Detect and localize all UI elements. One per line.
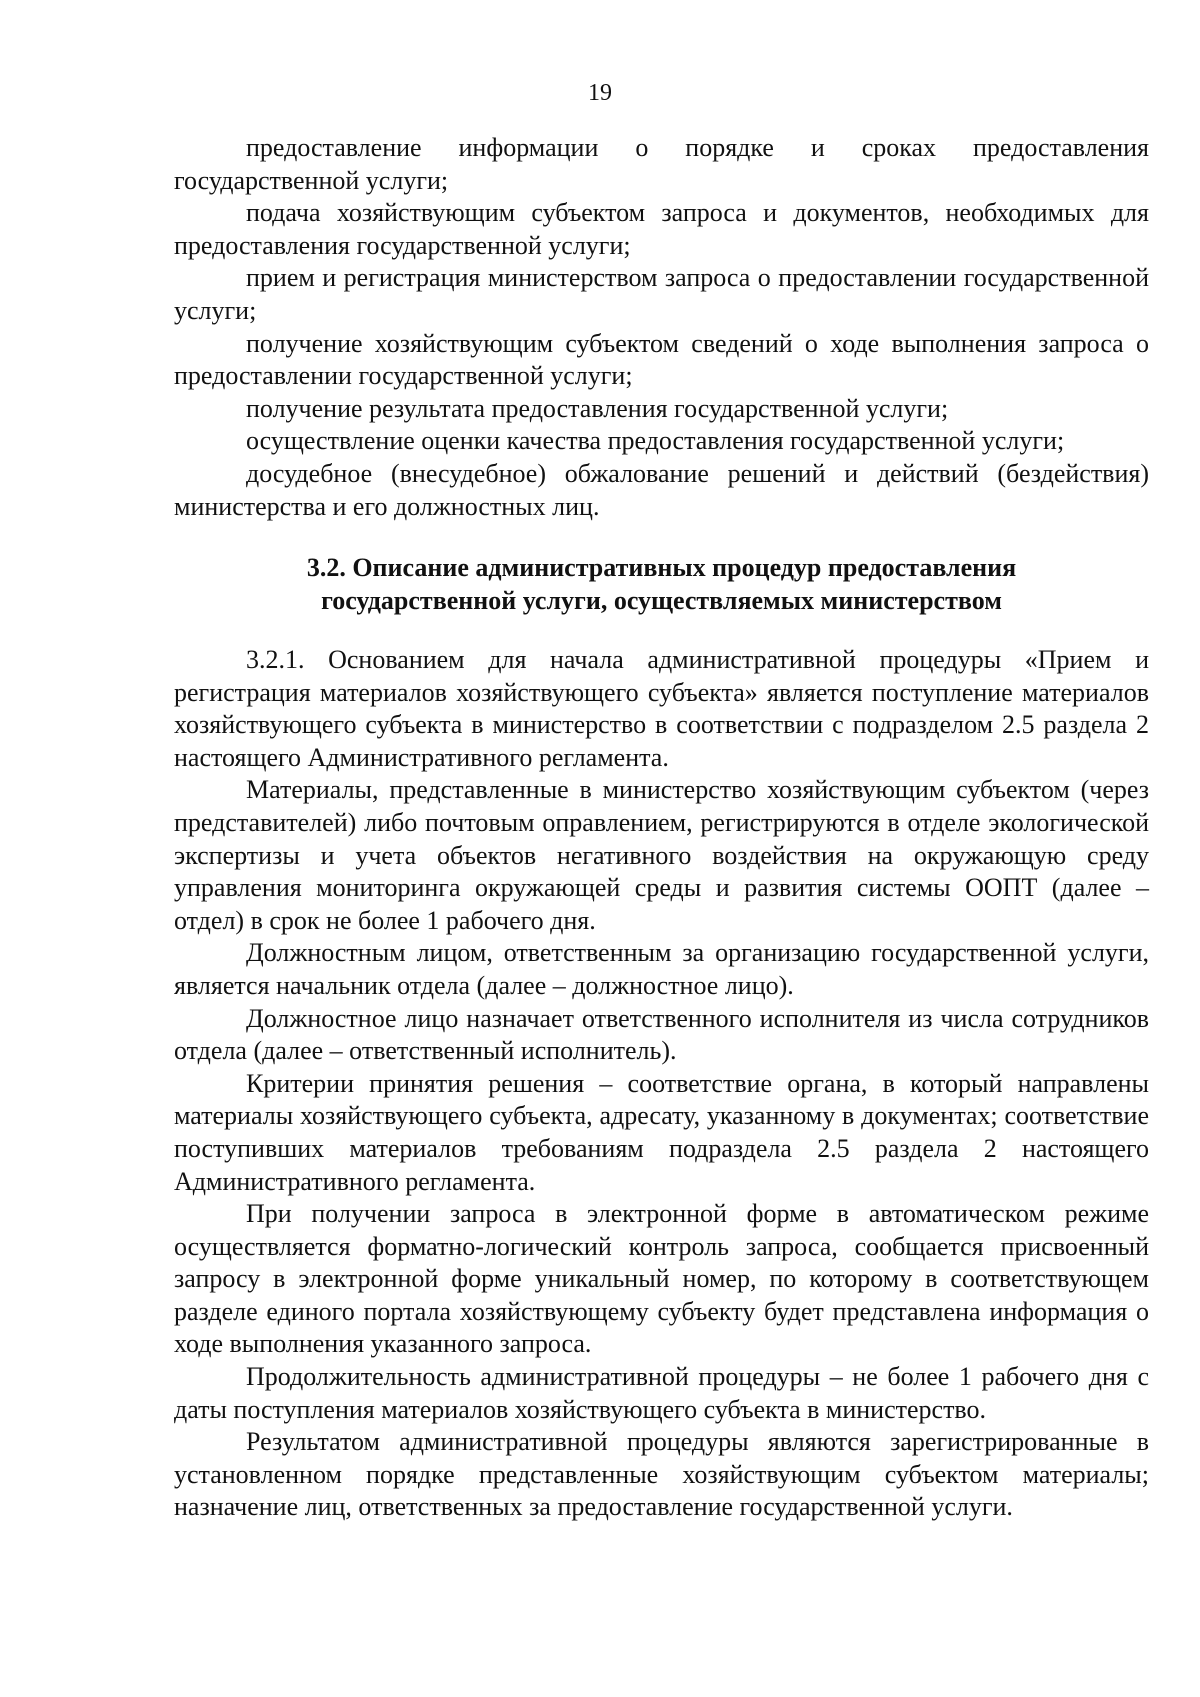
paragraph: Результатом административной процедуры являются зарегистрированные в установленном порядке представленные хозяйствующим субъектом материалы; назначение лиц, ответственных за предоставление государственной услуги. xyxy=(174,1427,1149,1522)
list-item: получение результата предоставления государственной услуги; xyxy=(246,393,949,423)
section-heading-line-2: государственной услуги, осуществляемых министерством xyxy=(321,585,1002,615)
paragraph: Должностное лицо назначает ответственного исполнителя из числа сотрудников отдела (далее – ответственный исполнитель). xyxy=(174,1003,1149,1066)
list-item: подача хозяйствующим субъектом запроса и документов, необходимых для предоставления государственной услуги; xyxy=(174,198,1149,260)
paragraph: При получении запроса в электронной форме в автоматическом режиме осуществляется форматно-логический контроль запроса, сообщается присвоенный запросу в электронной форме уникальный номер, по которому в соответствующем разделе единого портала хозяйствующему субъекту будет представлена информация о ходе выполнения указанного запроса. xyxy=(174,1199,1149,1359)
paragraph: Критерии принятия решения – соответствие органа, в который направлены материалы хозяйствующего субъекта, адресату, указанному в документах; соответствие поступивших материалов требованиям подраздела 2.5 раздела 2 настоящего Административного регламента. xyxy=(174,1068,1149,1196)
section-heading xyxy=(174,552,1149,617)
paragraph: 3.2.1. Основанием для начала административной процедуры «Прием и регистрация материалов хозяйствующего субъекта» является поступление материалов хозяйствующего субъекта в министерство в соответствии с подразделом 2.5 раздела 2 настоящего Административного регламента. xyxy=(174,645,1149,772)
list-item: прием и регистрация министерством запроса о предоставлении государственной услуги; xyxy=(174,263,1149,325)
paragraph: Материалы, представленные в министерство хозяйствующим субъектом (через представителей) либо почтовым оправлением, регистрируются в отделе экологической экспертизы и учета объектов негативного воздействия на окружающую среду управления мониторинга окружающей среды и развития системы ООПТ (далее – отдел) в срок не более 1 рабочего дня. xyxy=(174,775,1149,935)
procedure-list xyxy=(174,132,1149,523)
paragraph: Продолжительность административной процедуры – не более 1 рабочего дня с даты поступления материалов хозяйствующего субъекта в министерство. xyxy=(174,1362,1149,1424)
paragraph: Должностным лицом, ответственным за организацию государственной услуги, является начальник отдела (далее – должностное лицо). xyxy=(174,938,1149,1000)
page-number: 19 xyxy=(588,80,612,106)
list-item: осуществление оценки качества предоставления государственной услуги; xyxy=(246,426,1065,456)
section-heading-line-1: 3.2. Описание административных процедур предоставления xyxy=(306,553,1017,582)
list-item: предоставление информации о порядке и сроках предоставления государственной услуги; xyxy=(174,133,1149,195)
list-item: получение хозяйствующим субъектом сведений о ходе выполнения запроса о предоставлении государственной услуги; xyxy=(174,328,1149,391)
list-item: досудебное (внесудебное) обжалование решений и действий (бездействия) министерства и его должностных лиц. xyxy=(174,458,1149,521)
section-body xyxy=(174,644,1149,1524)
